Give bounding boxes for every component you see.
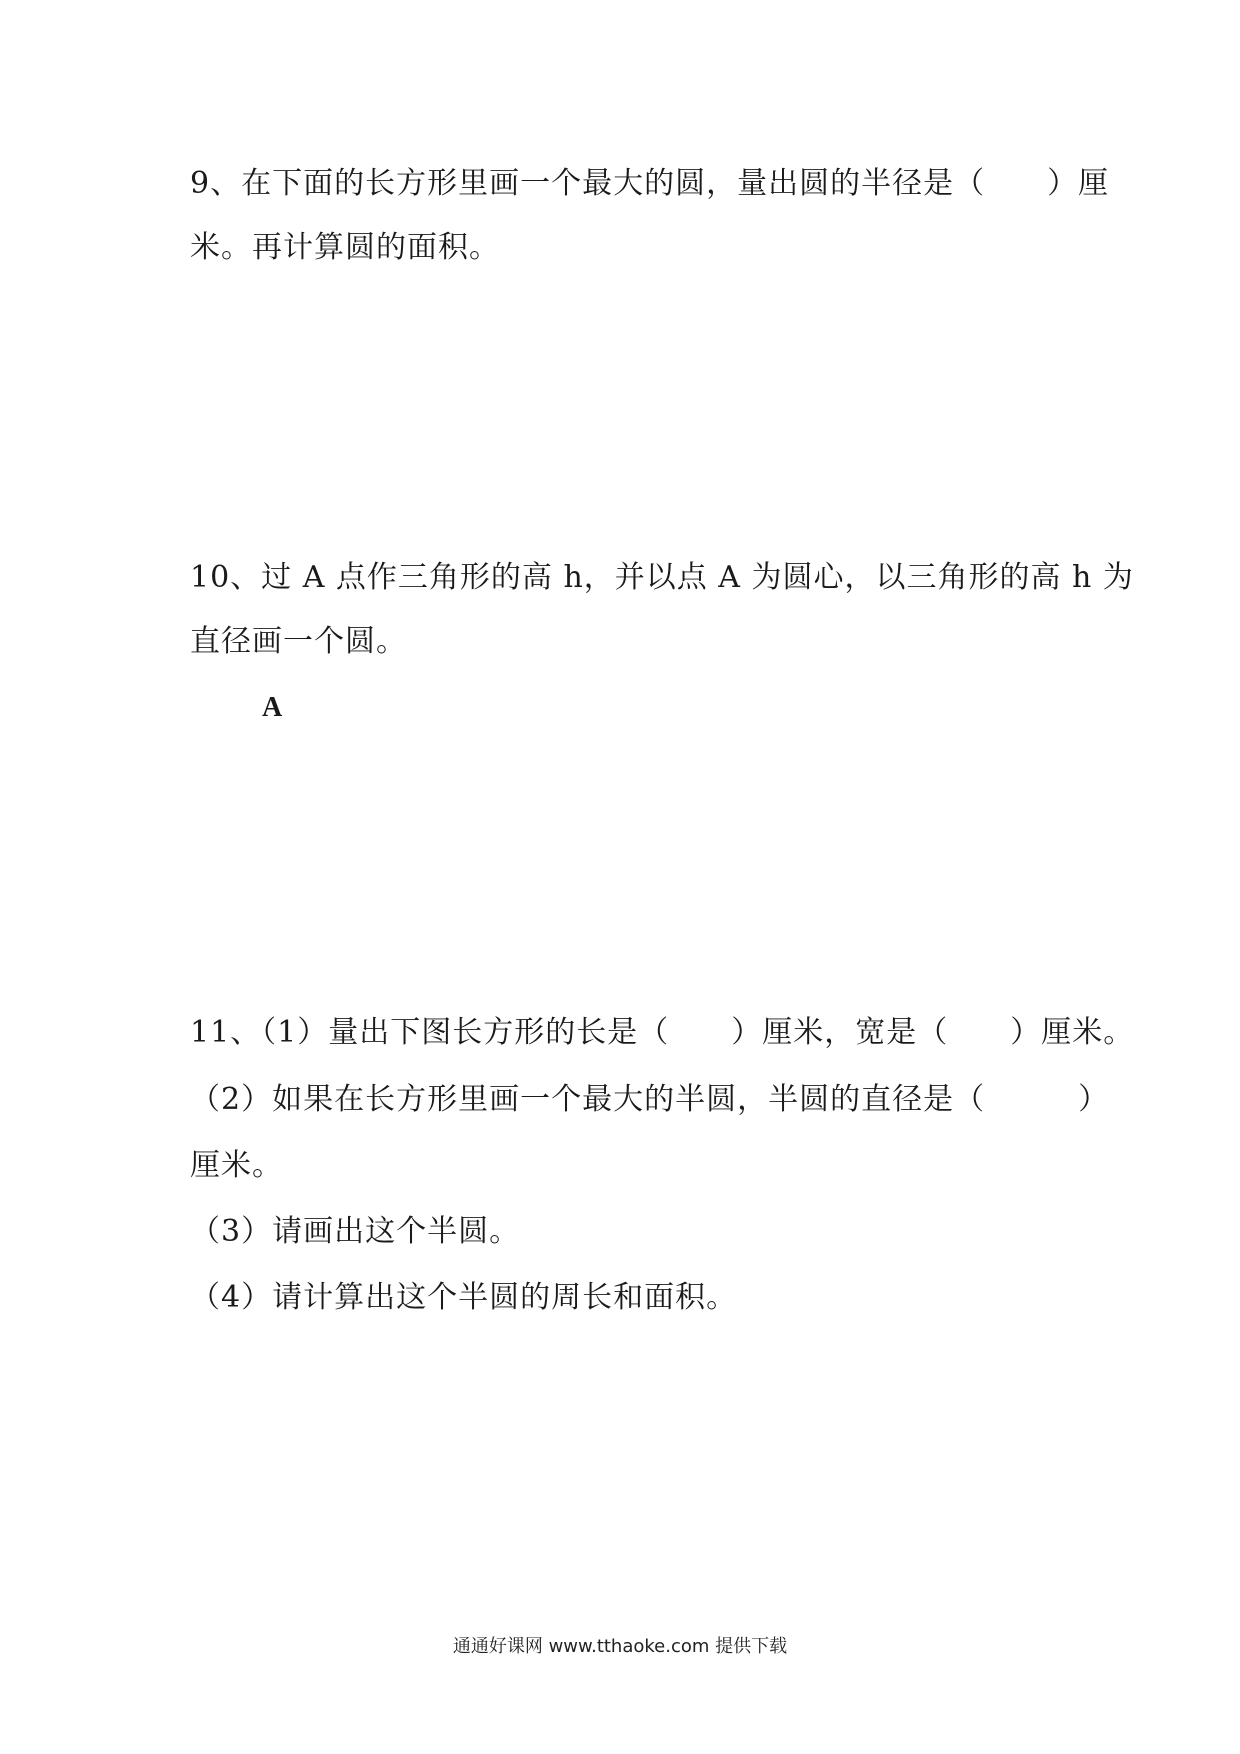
q11-part-3: （3）请画出这个半圆。 bbox=[190, 1214, 521, 1249]
q11-part-2-line-2: 厘米。 bbox=[190, 1148, 283, 1183]
q11-part-4: （4）请计算出这个半圆的周长和面积。 bbox=[190, 1280, 738, 1315]
q10-line-2: 直径画一个圆。 bbox=[190, 624, 407, 659]
page-footer: 通通好课网 www.tthaoke.com 提供下载 bbox=[452, 1636, 788, 1657]
q9-line-2: 米。再计算圆的面积。 bbox=[190, 230, 500, 265]
q11-part-2-line-1: （2）如果在长方形里画一个最大的半圆，半圆的直径是（ ） bbox=[190, 1082, 1110, 1117]
point-a-label: A bbox=[262, 692, 283, 723]
q10-line-1: 10、过 A 点作三角形的高 h，并以点 A 为圆心，以三角形的高 h 为 bbox=[190, 560, 1134, 595]
q9-line-1: 9、在下面的长方形里画一个最大的圆，量出圆的半径是（ ）厘 bbox=[190, 166, 1110, 201]
q11-part-1: 11、（1）量出下图长方形的长是（ ）厘米，宽是（ ）厘米。 bbox=[190, 1015, 1135, 1050]
